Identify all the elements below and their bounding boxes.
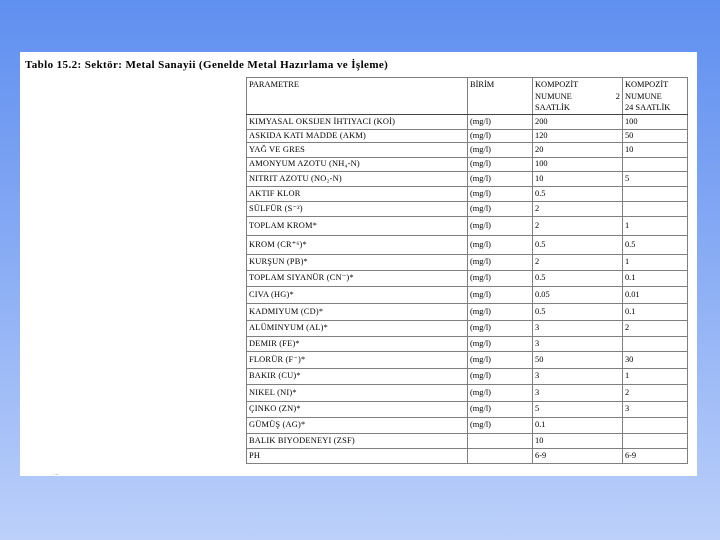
parameter-name-cell: DEMIR (FE)*: [247, 336, 468, 351]
header-composite-24h-line1: KOMPOZİT: [624, 80, 669, 89]
table-row: [247, 336, 688, 351]
unit-cell: (mg/l): [468, 235, 533, 254]
unit-cell: (mg/l): [468, 157, 533, 171]
parameter-name-cell: GÜMÜŞ (AG)*: [247, 417, 468, 433]
composite-24h-value-cell: 0.1: [622, 303, 687, 320]
unit-cell: [468, 448, 533, 463]
table-row: [247, 320, 688, 336]
composite-2h-value-cell: 6-9: [533, 448, 623, 463]
table-row: [247, 157, 688, 171]
table-row: [247, 216, 688, 235]
composite-2h-value-cell: 50: [533, 351, 623, 368]
header-unit-label: BİRİM: [470, 80, 495, 89]
table-caption: Tablo 15.2: Sektör: Metal Sanayii (Genelde Metal Hazırlama ve İşleme): [25, 59, 389, 71]
composite-24h-value-cell: [622, 157, 687, 171]
footnote-mark: ...: [54, 471, 59, 477]
table-row: [247, 142, 688, 157]
unit-cell: (mg/l): [468, 286, 533, 303]
parameter-name-cell: KURŞUN (PB)*: [247, 254, 468, 270]
composite-2h-value-cell: 2: [533, 201, 623, 216]
parameter-name-cell: BAKIR (CU)*: [247, 368, 468, 384]
composite-24h-value-cell: 6-9: [622, 448, 687, 463]
composite-24h-value-cell: 2: [622, 320, 687, 336]
parameter-name-cell: ASKIDA KATI MADDE (AKM): [247, 129, 468, 142]
table-row: [247, 417, 688, 433]
table-row: [247, 286, 688, 303]
composite-24h-value-cell: 1: [622, 216, 687, 235]
header-composite-2h-line1: KOMPOZİT: [535, 80, 579, 89]
composite-24h-value-cell: 1: [622, 254, 687, 270]
composite-24h-value-cell: [622, 186, 687, 201]
unit-cell: (mg/l): [468, 129, 533, 142]
table-row: [247, 186, 688, 201]
composite-24h-value-cell: [622, 336, 687, 351]
header-composite-24h: [622, 78, 687, 115]
unit-cell: (mg/l): [468, 336, 533, 351]
composite-24h-value-cell: 0.1: [622, 270, 687, 286]
composite-2h-value-cell: 2: [533, 254, 623, 270]
parameter-name-cell: YAĞ VE GRES: [247, 142, 468, 157]
composite-2h-value-cell: 2: [533, 216, 623, 235]
unit-cell: (mg/l): [468, 142, 533, 157]
table-row: [247, 201, 688, 216]
table-row: [247, 114, 688, 129]
parameter-name-cell: CIVA (HG)*: [247, 286, 468, 303]
composite-24h-value-cell: [622, 201, 687, 216]
composite-2h-value-cell: 0.5: [533, 186, 623, 201]
composite-24h-value-cell: 0.01: [622, 286, 687, 303]
unit-cell: (mg/l): [468, 171, 533, 186]
composite-2h-value-cell: 3: [533, 336, 623, 351]
unit-cell: [468, 433, 533, 448]
parameter-name-cell: AKTIF KLOR: [247, 186, 468, 201]
parameter-name-cell: AMONYUM AZOTU (NH₄-N): [247, 157, 468, 171]
table-row: [247, 303, 688, 320]
unit-cell: (mg/l): [468, 384, 533, 401]
composite-24h-value-cell: 5: [622, 171, 687, 186]
composite-2h-value-cell: 3: [533, 384, 623, 401]
header-composite-2h-number: 2: [615, 91, 620, 101]
header-composite-2h-line2: [535, 91, 620, 103]
composite-24h-value-cell: 2: [622, 384, 687, 401]
unit-cell: (mg/l): [468, 114, 533, 129]
table-row: [247, 254, 688, 270]
composite-2h-value-cell: 0.5: [533, 235, 623, 254]
header-composite-2h: [533, 78, 623, 115]
composite-2h-value-cell: 0.5: [533, 303, 623, 320]
parameter-name-cell: PH: [247, 448, 468, 463]
composite-2h-value-cell: 3: [533, 368, 623, 384]
composite-24h-value-cell: 10: [622, 142, 687, 157]
unit-cell: (mg/l): [468, 368, 533, 384]
parameter-table-body: [247, 114, 688, 463]
parameter-name-cell: KIMYASAL OKSIJEN İHTIYACI (KOİ): [247, 114, 468, 129]
composite-2h-value-cell: 100: [533, 157, 623, 171]
composite-2h-value-cell: 0.5: [533, 270, 623, 286]
composite-2h-value-cell: 10: [533, 433, 623, 448]
unit-cell: (mg/l): [468, 186, 533, 201]
header-row: [247, 78, 688, 115]
parameter-name-cell: KADMIYUM (CD)*: [247, 303, 468, 320]
parameter-name-cell: TOPLAM SIYANÜR (CN⁻)*: [247, 270, 468, 286]
composite-24h-value-cell: 100: [622, 114, 687, 129]
parameter-name-cell: BALIK BIYODENEYI (ZSF): [247, 433, 468, 448]
header-composite-24h-line2: NUMUNE: [624, 91, 662, 101]
composite-24h-value-cell: 50: [622, 129, 687, 142]
parameter-name-cell: FLORÜR (F⁻)*: [247, 351, 468, 368]
composite-24h-value-cell: [622, 433, 687, 448]
parameter-name-cell: ALÜMINYUM (AL)*: [247, 320, 468, 336]
table-row: [247, 235, 688, 254]
composite-24h-value-cell: 1: [622, 368, 687, 384]
table-row: [247, 171, 688, 186]
header-composite-2h-line3: SAATLİK: [535, 103, 570, 112]
composite-2h-value-cell: 3: [533, 320, 623, 336]
parameter-name-cell: TOPLAM KROM*: [247, 216, 468, 235]
header-unit: [468, 78, 533, 115]
table-row: [247, 448, 688, 463]
unit-cell: (mg/l): [468, 320, 533, 336]
composite-2h-value-cell: 200: [533, 114, 623, 129]
composite-2h-value-cell: 20: [533, 142, 623, 157]
composite-24h-value-cell: 3: [622, 401, 687, 417]
parameter-name-cell: NITRIT AZOTU (NO₂-N): [247, 171, 468, 186]
composite-2h-value-cell: 0.05: [533, 286, 623, 303]
table-row: [247, 129, 688, 142]
parameter-name-cell: NIKEL (NI)*: [247, 384, 468, 401]
table-row: [247, 384, 688, 401]
parameter-name-cell: ÇINKO (ZN)*: [247, 401, 468, 417]
header-parameter-label: PARAMETRE: [249, 80, 299, 89]
header-composite-2h-numune: NUMUNE: [535, 91, 572, 101]
table-row: [247, 433, 688, 448]
unit-cell: (mg/l): [468, 401, 533, 417]
parameter-name-cell: SÜLFÜR (S⁻²): [247, 201, 468, 216]
unit-cell: (mg/l): [468, 216, 533, 235]
composite-24h-value-cell: 30: [622, 351, 687, 368]
composite-24h-value-cell: 0.5: [622, 235, 687, 254]
document-sheet: [20, 52, 697, 476]
unit-cell: (mg/l): [468, 254, 533, 270]
table-row: [247, 368, 688, 384]
parameter-table: [246, 77, 688, 464]
composite-2h-value-cell: 0.1: [533, 417, 623, 433]
unit-cell: (mg/l): [468, 270, 533, 286]
header-parameter: [247, 78, 468, 115]
unit-cell: (mg/l): [468, 351, 533, 368]
table-row: [247, 401, 688, 417]
composite-2h-value-cell: 5: [533, 401, 623, 417]
composite-2h-value-cell: 120: [533, 129, 623, 142]
unit-cell: (mg/l): [468, 303, 533, 320]
table-row: [247, 270, 688, 286]
unit-cell: (mg/l): [468, 417, 533, 433]
composite-2h-value-cell: 10: [533, 171, 623, 186]
table-row: [247, 351, 688, 368]
unit-cell: (mg/l): [468, 201, 533, 216]
composite-24h-value-cell: [622, 417, 687, 433]
header-composite-24h-line3: 24 SAATLİK: [624, 103, 671, 112]
parameter-name-cell: KROM (CR⁺⁶)*: [247, 235, 468, 254]
